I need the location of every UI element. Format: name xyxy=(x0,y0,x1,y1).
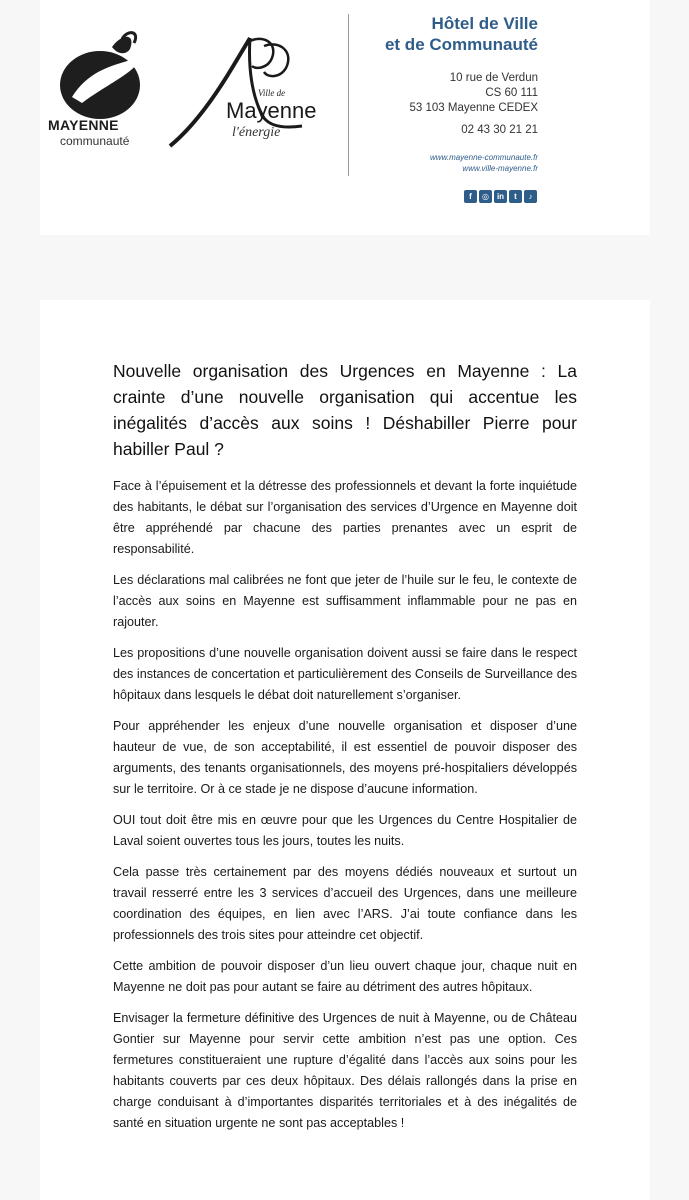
postal-address xyxy=(410,71,539,116)
tiktok-icon[interactable]: ♪ xyxy=(524,190,537,203)
address-line: 10 rue de Verdun xyxy=(449,72,538,84)
paragraph: Envisager la fermeture définitive des Urgences de nuit à Mayenne, ou de Château Gontier sur Mayenne pour servir cette ambition n’est pas une option. Ces fermetures constitueraient une rupture d’égalité dans l’accès aux soins pour les habitants couverts par ces deux hôpitaux. Des délais rallongés dans la prise en charge conduisant à d’importantes disparités territoriales et à des inégalités de santé en situation urgente ne sont pas acceptables ! xyxy=(113,1011,577,1130)
vm-logo-ville: Ville de xyxy=(258,88,286,98)
paragraph: OUI tout doit être mis en œuvre pour que les Urgences du Centre Hospitalier de Laval soient ouvertes tous les jours, toutes les nuits. xyxy=(113,813,577,848)
website-link[interactable]: www.mayenne-communaute.fr xyxy=(429,153,538,162)
instagram-icon[interactable]: ◎ xyxy=(479,190,492,203)
title-line-1: Hôtel de Ville xyxy=(431,14,538,33)
linkedin-icon[interactable]: in xyxy=(494,190,507,203)
twitter-icon[interactable]: t xyxy=(509,190,522,203)
paragraph: Pour appréhender les enjeux d’une nouvelle organisation et disposer d’une hauteur de vue, de son acceptabilité, il est essentiel de pouvoir disposer des arguments, des tenants organisationnels, des moyens pré-hospitaliers développés sur le territoire. Or à ce stade je ne dispose d’aucune information. xyxy=(113,719,577,796)
headline: Nouvelle organisation des Urgences en Mayenne : La crainte d’une nouvelle organisation qui accentue les inégalités d’accès aux soins ! Déshabiller Pierre pour habiller Paul ? xyxy=(113,361,577,459)
phone-number: 02 43 30 21 21 xyxy=(461,124,538,136)
mc-logo-subtitle: communauté xyxy=(60,134,130,148)
paragraph: Face à l’épuisement et la détresse des professionnels et devant la forte inquiétude des habitants, le débat sur l’organisation des services d’Urgence en Mayenne doit être appréhendé par chacune des parties prenantes avec un esprit de responsabilité. xyxy=(113,479,577,556)
vm-logo-tagline: l'énergie xyxy=(232,125,281,140)
letterhead-title xyxy=(385,13,538,55)
title-line-2: et de Communauté xyxy=(384,35,538,54)
facebook-icon[interactable]: f xyxy=(464,190,477,203)
websites xyxy=(430,152,538,174)
press-release xyxy=(113,358,577,1144)
address-line: CS 60 111 xyxy=(485,87,538,99)
header-divider xyxy=(348,14,349,176)
paragraph: Les déclarations mal calibrées ne font que jeter de l’huile sur le feu, le contexte de l’accès aux soins en Mayenne est suffisamment inflammable pour ne pas en rajouter. xyxy=(113,573,577,629)
social-icons xyxy=(464,190,537,203)
mc-logo-name: MAYENNE xyxy=(48,117,119,133)
website-link[interactable]: www.ville-mayenne.fr xyxy=(462,164,538,173)
paragraph: Cette ambition de pouvoir disposer d’un lieu ouvert chaque jour, chaque nuit en Mayenne ne doit pas pour autant se faire au détriment des autres hôpitaux. xyxy=(113,959,577,994)
paragraph: Les propositions d’une nouvelle organisation doivent aussi se faire dans le respect des instances de concertation et particulièrement des Conseils de Surveillance des hôpitaux dans lesquels le débat doit naturellement s’organiser. xyxy=(113,646,577,702)
address-line: 53 103 Mayenne CEDEX xyxy=(409,102,538,114)
vm-logo-name: Mayenne xyxy=(226,98,317,123)
paragraph: Cela passe très certainement par des moyens dédiés nouveaux et surtout un travail resserré entre les 3 services d’accueil des Urgences, dans une meilleure coordination des équipes, en lien avec l’ARS. J’ai toute confiance dans les professionnels des trois sites pour atteindre cet objectif. xyxy=(113,865,577,942)
